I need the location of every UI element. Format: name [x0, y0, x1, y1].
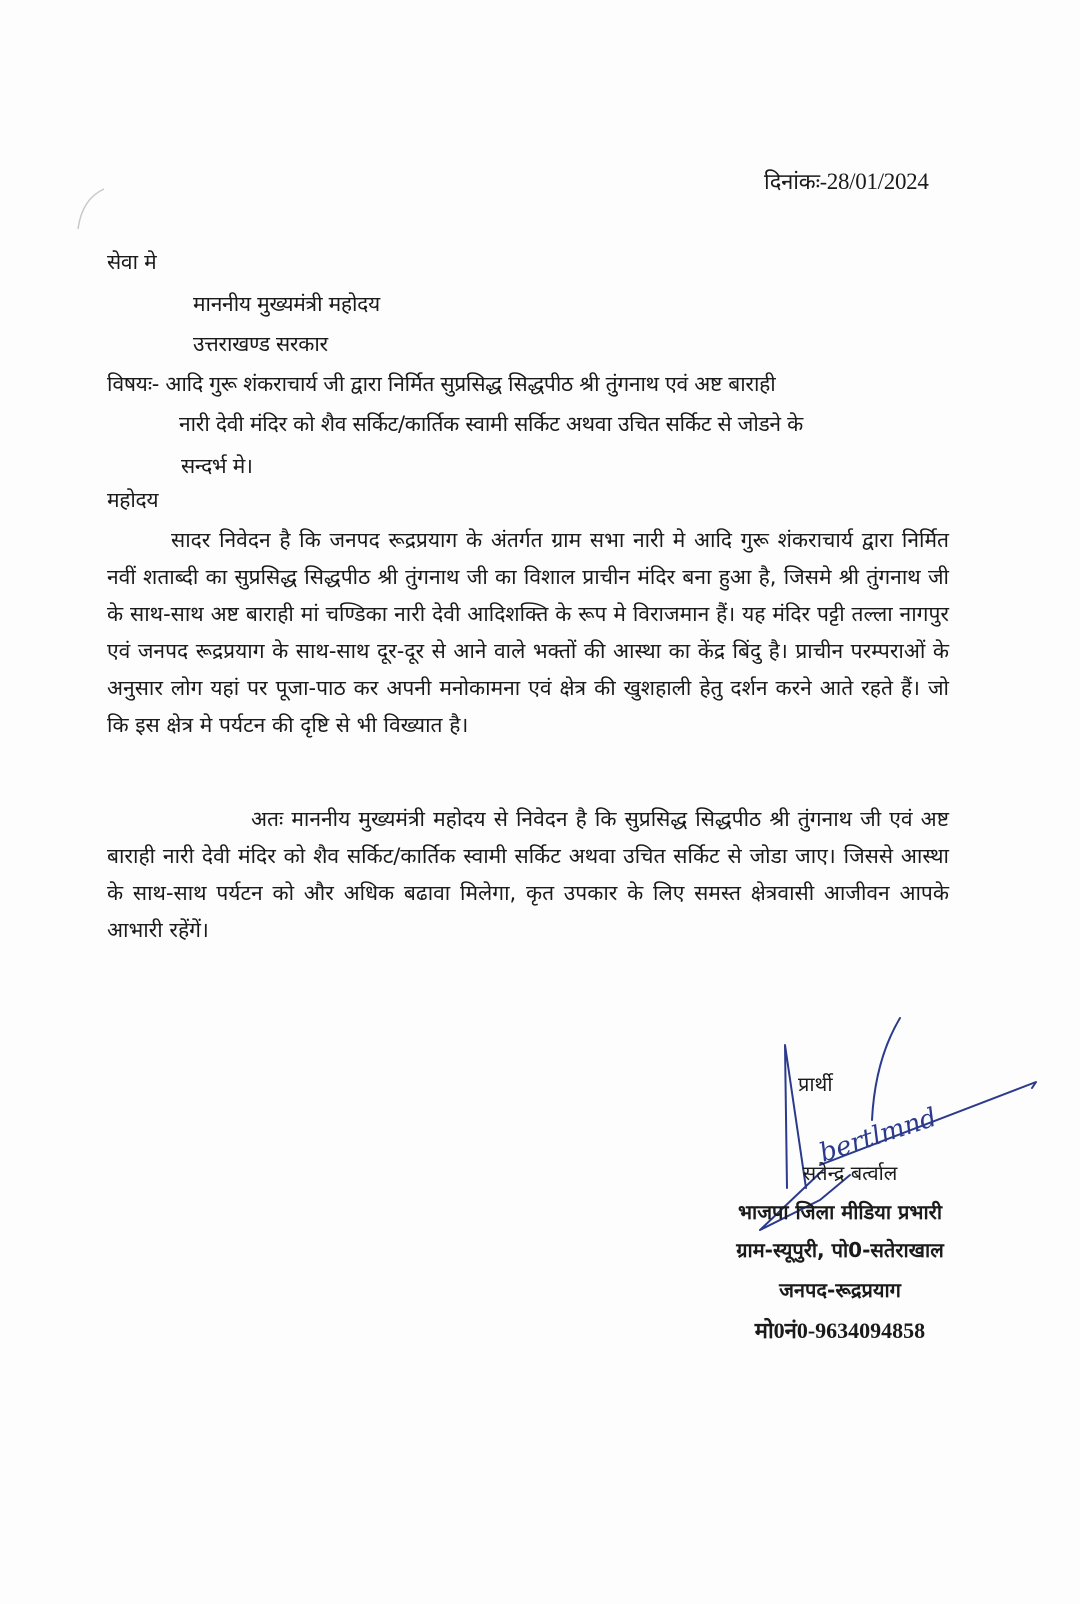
addressee-line-1: माननीय मुख्यमंत्री महोदय [193, 292, 380, 316]
letter-date [764, 168, 929, 196]
addressee-line-2: उत्तराखण्ड सरकार [193, 332, 328, 356]
subject-line-3: सन्दर्भ मे। [181, 454, 253, 478]
signer-phone: मो0नं0-9634094858 [754, 1318, 926, 1343]
subject-line-1: विषयः- आदि गुरू शंकराचार्य जी द्वारा निर्मित सुप्रसिद्ध सिद्धपीठ श्री तुंगनाथ एवं अष्ट बाराही [107, 372, 776, 396]
body-paragraph-2: अतः माननीय मुख्यमंत्री महोदय से निवेदन है कि सुप्रसिद्ध सिद्धपीठ श्री तुंगनाथ जी एवं अष्ट बाराही नारी देवी मंदिर को शैव सर्किट/कार्तिक स्वामी सर्किट अथवा उचित सर्किट से जोडा जाए। जिससे आस्था के साथ-साथ पर्यटन को और अधिक बढावा मिलेगा, कृत उपकार के लिए समस्त क्षेत्रवासी आजीवन आपके आभारी रहेंगें। [107, 807, 949, 942]
salutation-to: सेवा मे [107, 250, 157, 274]
signer-role: भाजपा जिला मीडिया प्रभारी [737, 1200, 943, 1224]
greeting: महोदय [107, 488, 159, 512]
date-value: 28/01/2024 [826, 169, 929, 194]
applicant-label: प्रार्थी [798, 1072, 833, 1096]
scan-mark [70, 185, 110, 235]
body-paragraph-1: सादर निवेदन है कि जनपद रूद्रप्रयाग के अंतर्गत ग्राम सभा नारी मे आदि गुरू शंकराचार्य द्वारा निर्मित नवीं शताब्दी का सुप्रसिद्ध सिद्धपीठ श्री तुंगनाथ जी का विशाल प्राचीन मंदिर बना हुआ है, जिसमे श्री तुंगनाथ जी के साथ-साथ अष्ट बाराही मां चण्डिका नारी देवी आदिशक्ति के रूप मे विराजमान हैं। यह मंदिर पट्टी तल्ला नागपुर एवं जनपद रूद्रप्रयाग के साथ-साथ दूर-दूर से आने वाले भक्तों की आस्था का केंद्र बिंदु है। प्राचीन परम्पराओं के अनुसार लोग यहां पर पूजा-पाठ कर अपनी मनोकामना एवं क्षेत्र की खुशहाली हेतु दर्शन करने आते रहते हैं। जो कि इस क्षेत्र मे पर्यटन की दृष्टि से भी विख्यात है। [107, 528, 949, 737]
date-label: दिनांकः- [764, 169, 827, 194]
subject-line-2: नारी देवी मंदिर को शैव सर्किट/कार्तिक स्वामी सर्किट अथवा उचित सर्किट से जोडने के [179, 412, 803, 436]
signature-text: bertlmnd [815, 1102, 941, 1169]
signer-name: सतेन्द्र बर्त्वाल [802, 1161, 898, 1185]
signer-district: जनपद-रूद्रप्रयाग [779, 1278, 901, 1302]
signer-address: ग्राम-स्यूपुरी, पो0-सतेराखाल [736, 1238, 944, 1262]
